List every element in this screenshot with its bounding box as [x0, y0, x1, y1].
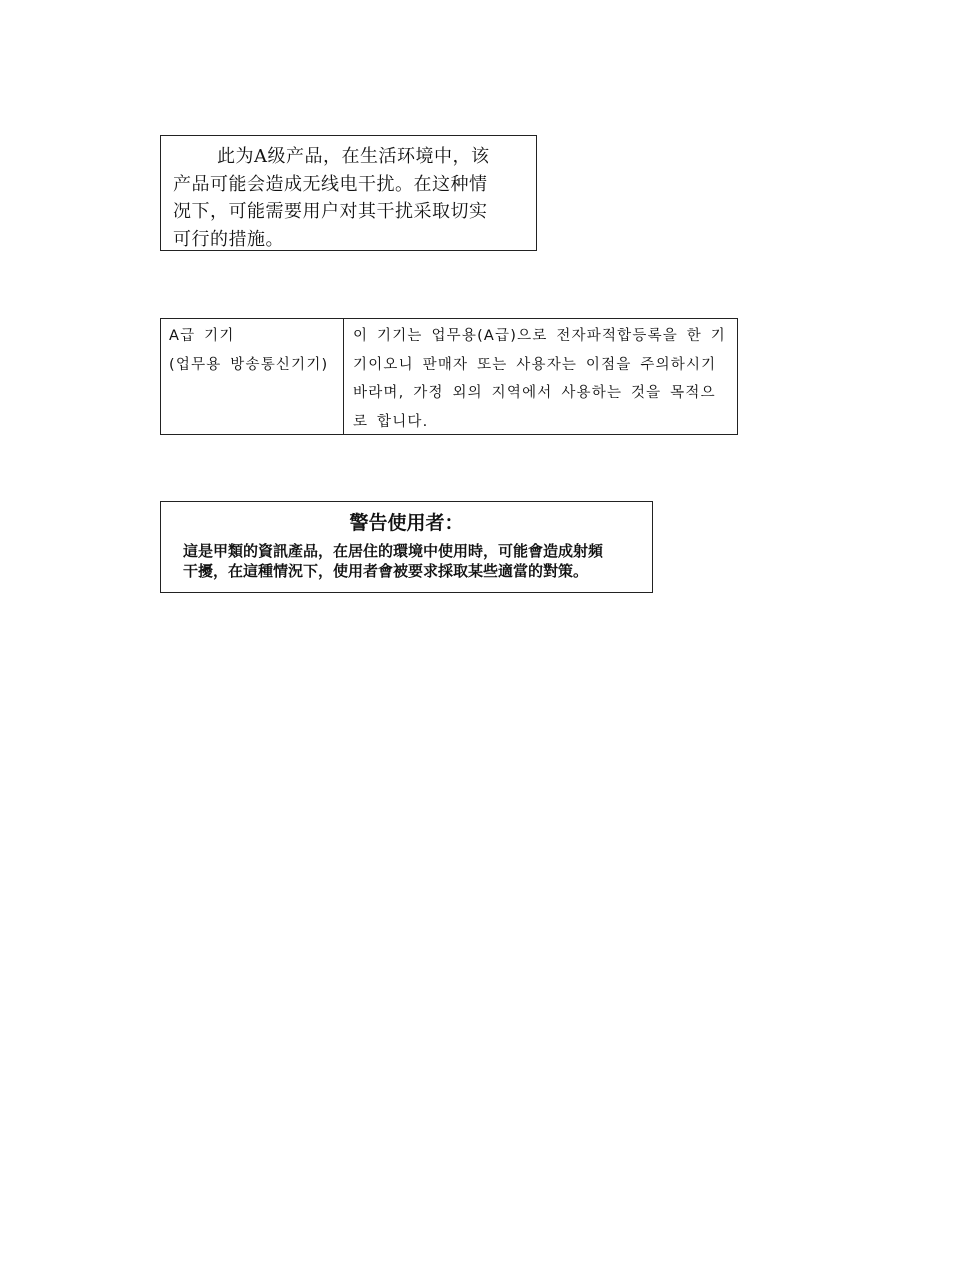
- notice-kr-line-3: 바라며, 가정 외의 지역에서 사용하는 것을 목적으: [353, 385, 716, 401]
- notice-kr-line-1: 이 기기는 업무용(A급)으로 전자파적합등록을 한 기: [353, 328, 727, 344]
- notice-cn-line-1: 此为A级产品，在生活环境中，该: [217, 146, 490, 167]
- notice-tw-line-1: 這是甲類的資訊產品，在居住的環境中使用時，可能會造成射頻: [183, 542, 604, 560]
- notice-tw-line-2: 干擾，在這種情況下，使用者會被要求採取某些適當的對策。: [183, 562, 589, 580]
- class-a-notice-simplified-chinese: [160, 135, 537, 251]
- class-a-notice-traditional-chinese: [160, 501, 653, 593]
- equipment-class-label: A급 기기: [169, 328, 235, 344]
- equipment-class-cell: [161, 319, 344, 434]
- notice-cn-line-2: 产品可能会造成无线电干扰。在这种情: [173, 173, 488, 195]
- equipment-notice-cell: [344, 319, 737, 434]
- notice-kr-line-2: 기이오니 판매자 또는 사용자는 이점을 주의하시기: [353, 356, 717, 373]
- notice-kr-line-4: 로 합니다.: [353, 413, 429, 430]
- notice-cn-line-3: 况下，可能需要用户对其干扰采取切实: [173, 201, 488, 222]
- notice-cn-line-4: 可行的措施。: [173, 228, 284, 250]
- equipment-class-sublabel: (업무용 방송통신기기): [169, 356, 329, 373]
- notice-tw-title: 警告使用者：: [349, 512, 464, 534]
- class-a-notice-korean-table: [160, 318, 738, 435]
